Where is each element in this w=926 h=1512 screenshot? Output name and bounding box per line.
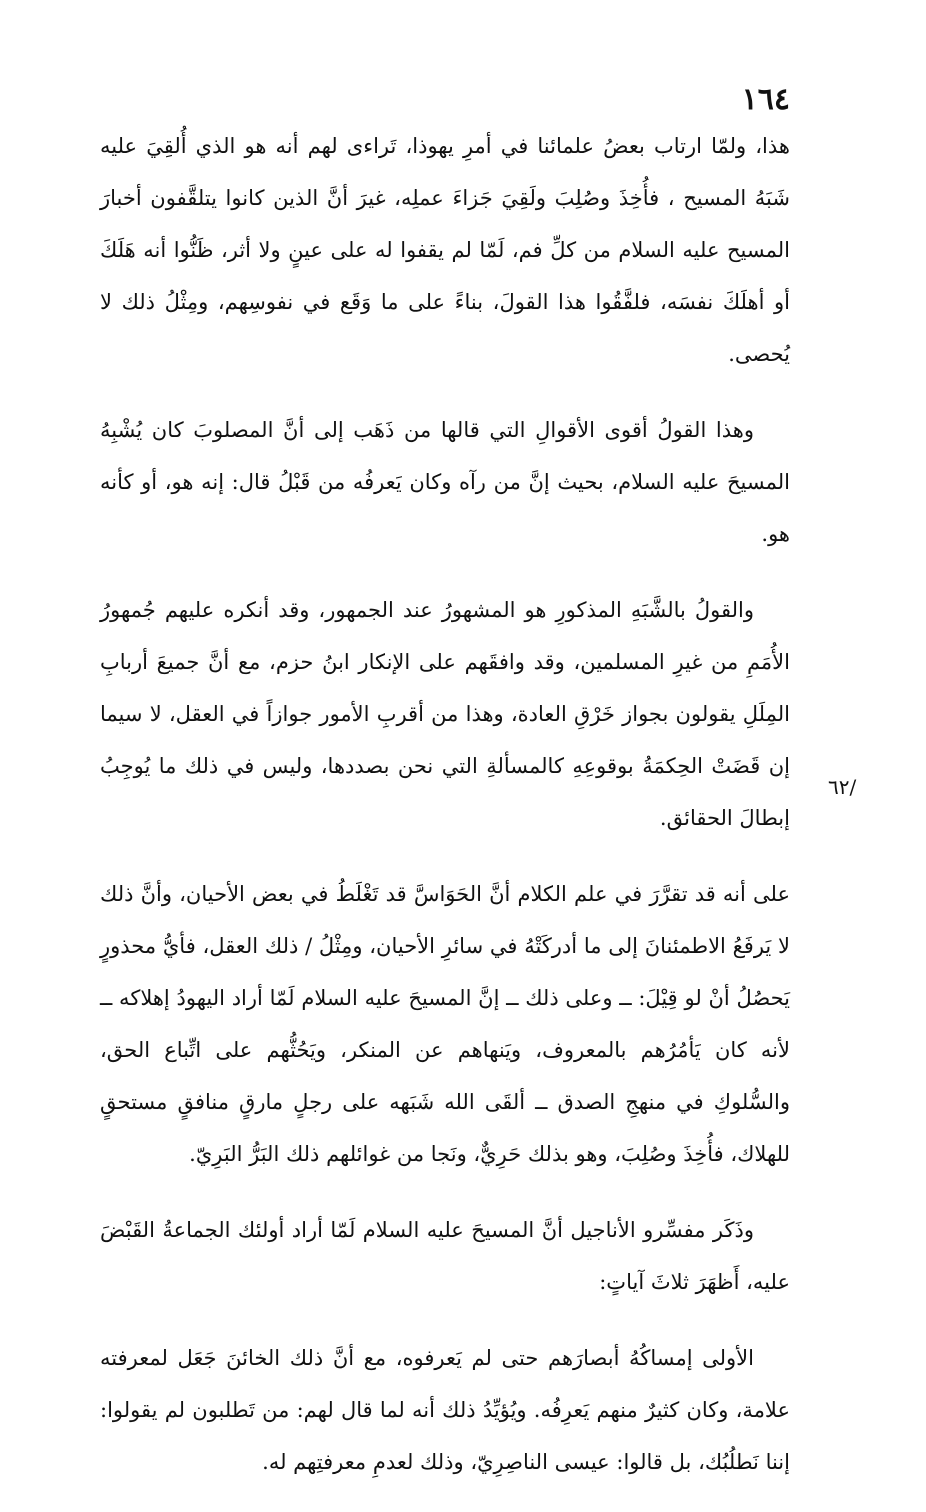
margin-note: /٦٢ (828, 775, 857, 799)
body-text (100, 120, 790, 1512)
paragraph-2: وهذا القولُ أقوى الأقوالِ التي قالها من ذَهَب إلى أنَّ المصلوبَ كان يُشْبِهُ المسيحَ عليه السلام، بحيث إنَّ من رآه وكان يَعرفُه من قَبْلُ قال: إنه هو، أو كأنه هو. (100, 418, 790, 546)
paragraph-3: والقولُ بالشَّبَهِ المذكورِ هو المشهورُ عند الجمهور، وقد أنكره عليهم جُمهورُ الأُمَمِ من غيرِ المسلمين، وقد وافقَهم على الإنكار ابنُ حزم، مع أنَّ جميعَ أربابِ المِلَلِ يقولون بجواز خَرْقِ العادة، وهذا من أقربِ الأمور جوازاً في العقل، لا سيما إن قَضَتْ الحِكمَةُ بوقوعِهِ كالمسألةِ التي نحن بصددها، وليس في ذلك ما يُوجِبُ إبطالَ الحقائق. (100, 598, 790, 830)
paragraph-1: هذا، ولمّا ارتاب بعضُ علمائنا في أمرِ يهوذا، تَراءى لهم أنه هو الذي أُلقِيَ عليه شَبَهُ المسيح ، فأُخِذَ وصُلِبَ ولَقِيَ جَزاءَ عملِه، غيرَ أنَّ الذين كانوا يتلقَّفون أخبارَ المسيح عليه السلام من كلِّ فم، لَمّا لم يقفوا له على عينٍ ولا أثر، ظَنُّوا أنه هَلَكَ أو أهلَكَ نفسَه، فلفَّقُوا هذا القولَ، بناءً على ما وَقَع في نفوسِهم، ومِثْلُ ذلك لا يُحصى. (100, 134, 790, 366)
paragraph-4: على أنه قد تقرَّرَ في علم الكلام أنَّ الحَوَاسَّ قد تَغْلَطُ في بعض الأحيان، وأنَّ ذلك لا يَرفَعُ الاطمئنانَ إلى ما أدركَتْهُ في سائرِ الأحيان، ومِثْلُ / ذلك العقل، فأيُّ محذورٍ يَحصُلُ أنْ لو قِيْلَ: ــ وعلى ذلك ــ إنَّ المسيحَ عليه السلام لَمّا أراد اليهودُ إهلاكه ــ لأنه كان يَأمُرُهم بالمعروف، ويَنهاهم عن المنكر، ويَحُثُّهم على اتِّباع الحق، والسُّلوكِ في منهجِ الصدق ــ ألقَى الله شَبَهه على رجلٍ مارقٍ منافقٍ مستحقٍ للهلاك، فأُخِذَ وصُلِبَ، وهو بذلك حَرِيٌّ، ونَجا من غوائلهم ذلك البَرُّ البَرِيّ. (100, 882, 790, 1166)
page-number: ١٦٤ (741, 82, 790, 117)
paragraph-5: وذَكَر مفسِّرو الأناجيل أنَّ المسيحَ عليه السلام لَمّا أراد أولئك الجماعةُ القَبْضَ عليه، أَظهَرَ ثلاثَ آياتٍ: (100, 1218, 790, 1294)
paragraph-6: الأولى إمساكُهُ أبصارَهم حتى لم يَعرفوه، مع أنَّ ذلك الخائنَ جَعَل لمعرفته علامة، وكان كثيرٌ منهم يَعرِفُه. ويُؤيِّدُ ذلك أنه لما قال لهم: من تَطلبون لم يقولوا: إننا نَطلُبُك، بل قالوا: عيسى الناصِرِيّ، وذلك لعدمِ معرفتِهم له. (100, 1346, 790, 1474)
